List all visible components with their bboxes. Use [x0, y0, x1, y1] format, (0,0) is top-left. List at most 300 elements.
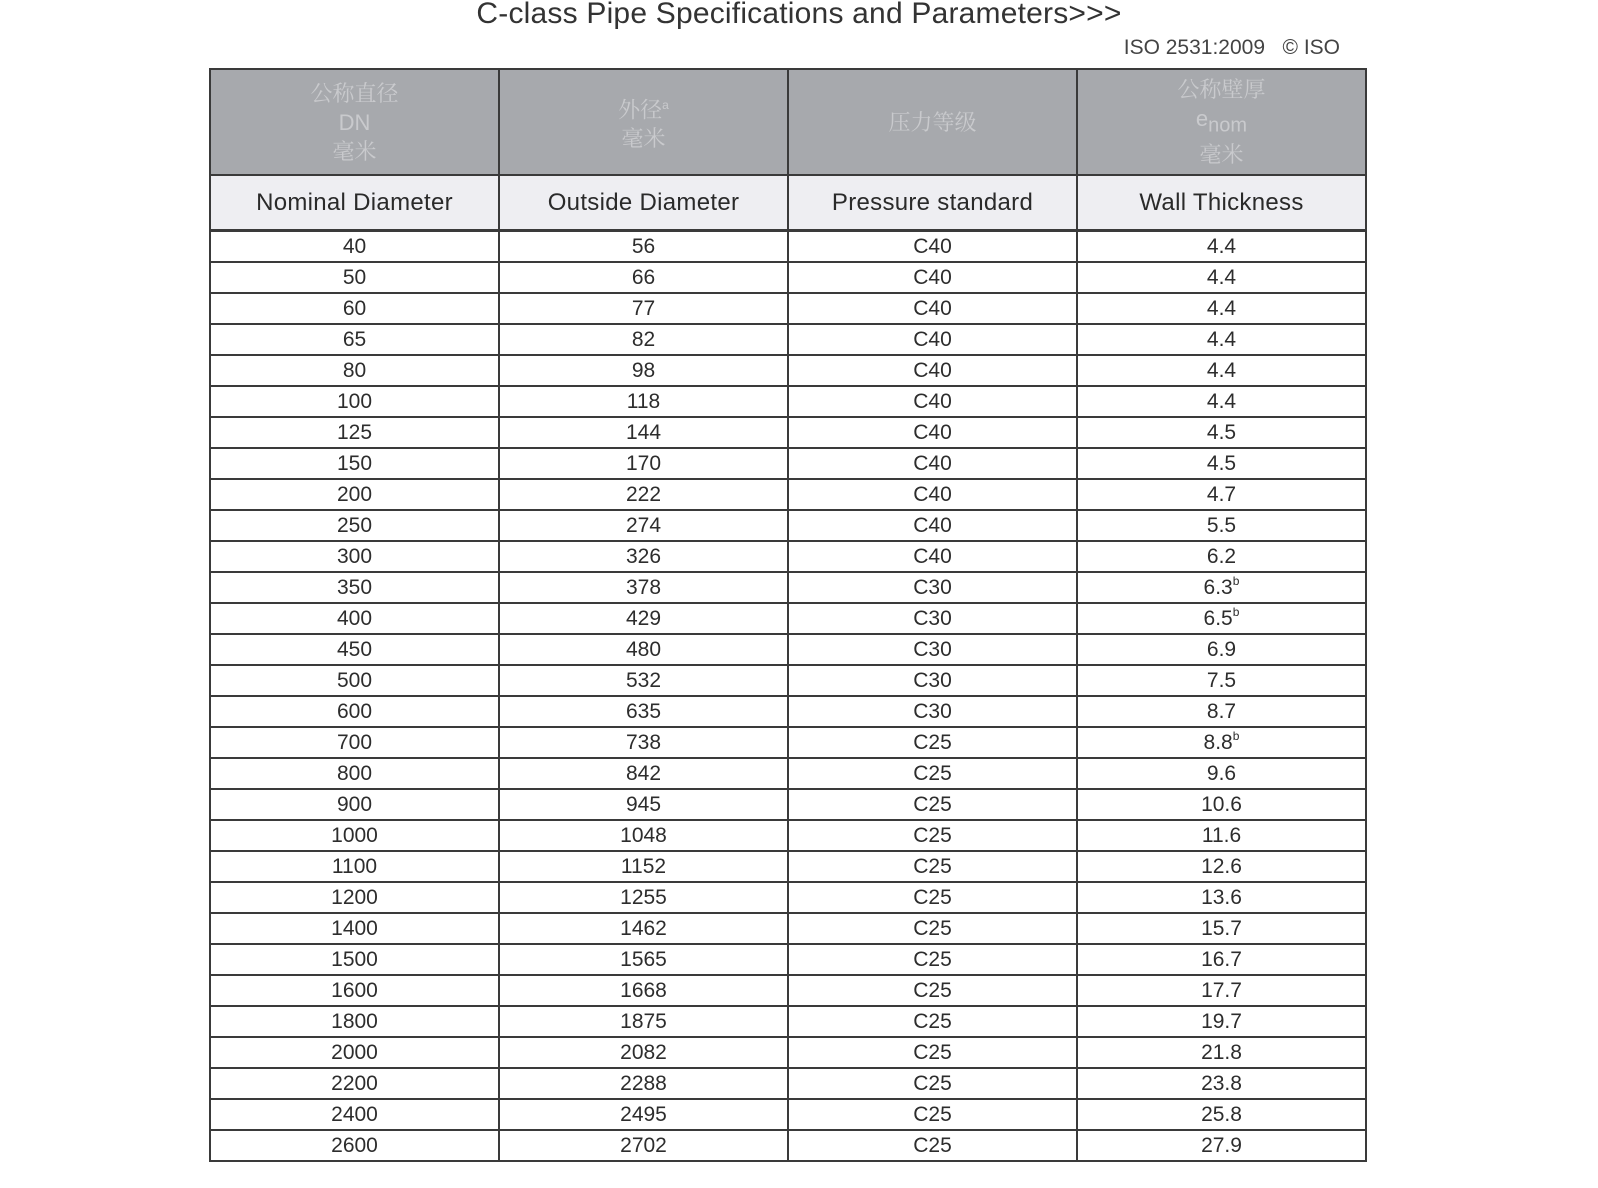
cn-header-symbol — [1078, 104, 1365, 140]
cell-pressure-standard — [788, 448, 1077, 479]
cell-value: 5.5 — [1206, 514, 1237, 537]
table-row — [210, 1037, 1366, 1068]
cell-nominal-diameter — [210, 634, 499, 665]
cell-value: 23.8 — [1201, 1072, 1242, 1095]
cell-nominal-diameter — [210, 479, 499, 510]
cell-pressure-standard — [788, 727, 1077, 758]
cell-nominal-diameter — [210, 665, 499, 696]
cell-wall-thickness — [1077, 944, 1366, 975]
cell-nominal-diameter — [210, 727, 499, 758]
cell-wall-thickness — [1077, 1099, 1366, 1130]
cell-value: 9.6 — [1206, 762, 1237, 785]
cell-nominal-diameter — [210, 851, 499, 882]
cell-value: 144 — [625, 421, 662, 444]
cell-value: 11.6 — [1201, 824, 1242, 847]
cell-pressure-standard — [788, 1068, 1077, 1099]
cell-value: C25 — [913, 948, 952, 971]
cell-wall-thickness — [1077, 417, 1366, 448]
cn-header-outside-diameter — [499, 69, 788, 175]
cell-wall-thickness — [1077, 634, 1366, 665]
cell-nominal-diameter — [210, 541, 499, 572]
cell-value: 12.6 — [1201, 855, 1242, 878]
table-row — [210, 262, 1366, 293]
cell-value: C40 — [913, 359, 952, 382]
cn-header-text: 毫米 — [332, 138, 377, 164]
cell-value: 1462 — [620, 917, 667, 940]
cn-header-wall-thickness — [1077, 69, 1366, 175]
cell-value: 200 — [336, 483, 373, 506]
cell-value: 2082 — [620, 1041, 667, 1064]
cell-outside-diameter — [499, 913, 788, 944]
cell-value: 500 — [336, 669, 373, 692]
cell-nominal-diameter — [210, 417, 499, 448]
cell-value: 274 — [625, 514, 662, 537]
cell-wall-thickness — [1077, 386, 1366, 417]
cell-value: 1100 — [331, 855, 378, 878]
cell-nominal-diameter — [210, 293, 499, 324]
cell-outside-diameter — [499, 665, 788, 696]
cn-header-text: 毫米 — [621, 126, 666, 152]
cell-value: 1565 — [620, 948, 667, 971]
cell-wall-thickness — [1077, 696, 1366, 727]
table-row — [210, 417, 1366, 448]
table-row — [210, 386, 1366, 417]
cell-value: 250 — [336, 514, 373, 537]
cell-value: 4.4 — [1206, 359, 1237, 382]
cell-value: C40 — [913, 297, 952, 320]
cell-value: C40 — [913, 421, 952, 444]
cell-pressure-standard — [788, 355, 1077, 386]
cell-wall-thickness — [1077, 603, 1366, 634]
cell-value: C25 — [913, 762, 952, 785]
table-body — [210, 231, 1366, 1162]
cell-nominal-diameter — [210, 603, 499, 634]
cell-value: 40 — [342, 235, 367, 258]
cell-outside-diameter — [499, 820, 788, 851]
footnote-marker: b — [1232, 729, 1240, 743]
cell-wall-thickness — [1077, 231, 1366, 263]
cell-nominal-diameter — [210, 448, 499, 479]
table-row — [210, 510, 1366, 541]
cell-nominal-diameter — [210, 262, 499, 293]
cell-nominal-diameter — [210, 1068, 499, 1099]
cell-outside-diameter — [499, 231, 788, 263]
cn-header-text: 压力等级 — [888, 109, 977, 135]
cell-outside-diameter — [499, 1006, 788, 1037]
cell-pressure-standard — [788, 417, 1077, 448]
cell-value: C30 — [913, 607, 952, 630]
table-row — [210, 324, 1366, 355]
cell-value: C40 — [913, 328, 952, 351]
cell-pressure-standard — [788, 758, 1077, 789]
table-row — [210, 355, 1366, 386]
cell-nominal-diameter — [210, 975, 499, 1006]
cell-value: 65 — [342, 328, 367, 351]
cell-outside-diameter — [499, 882, 788, 913]
footnote-marker: b — [1232, 605, 1240, 619]
cell-pressure-standard — [788, 479, 1077, 510]
cell-nominal-diameter — [210, 758, 499, 789]
cell-nominal-diameter — [210, 1037, 499, 1068]
cell-value: 7.5 — [1206, 669, 1237, 692]
cell-value: C30 — [913, 638, 952, 661]
table-row — [210, 851, 1366, 882]
cn-header-text-with-note — [500, 91, 787, 124]
cell-value: 56 — [631, 235, 656, 258]
cell-value: 4.4 — [1206, 328, 1237, 351]
cell-value: C30 — [913, 576, 952, 599]
cell-wall-thickness — [1077, 727, 1366, 758]
cell-value: 1255 — [620, 886, 667, 909]
table-row — [210, 572, 1366, 603]
cell-pressure-standard — [788, 324, 1077, 355]
cell-value: 6.5 — [1203, 607, 1233, 630]
cell-wall-thickness — [1077, 758, 1366, 789]
table-row — [210, 758, 1366, 789]
table-row — [210, 944, 1366, 975]
cell-outside-diameter — [499, 324, 788, 355]
cell-value: 82 — [631, 328, 656, 351]
cell-nominal-diameter — [210, 510, 499, 541]
cell-nominal-diameter — [210, 386, 499, 417]
cell-outside-diameter — [499, 417, 788, 448]
cell-nominal-diameter — [210, 231, 499, 263]
cell-value: C40 — [913, 235, 952, 258]
cell-pressure-standard — [788, 1037, 1077, 1068]
cell-value: 945 — [625, 793, 662, 816]
cell-value: 800 — [336, 762, 373, 785]
cell-value: 1200 — [331, 886, 378, 909]
cn-header-text: DN — [338, 109, 371, 135]
cell-value: 1600 — [331, 979, 378, 1002]
cell-pressure-standard — [788, 634, 1077, 665]
cell-value: 8.8 — [1203, 731, 1233, 754]
cell-value: 98 — [631, 359, 656, 382]
cell-pressure-standard — [788, 882, 1077, 913]
cell-value: C30 — [913, 700, 952, 723]
cell-wall-thickness — [1077, 1037, 1366, 1068]
cell-wall-thickness — [1077, 789, 1366, 820]
cell-value: C40 — [913, 483, 952, 506]
cell-value: 1800 — [331, 1010, 378, 1033]
cell-wall-thickness — [1077, 913, 1366, 944]
cell-value: 60 — [342, 297, 367, 320]
cell-value: 900 — [336, 793, 373, 816]
cell-outside-diameter — [499, 727, 788, 758]
cell-value: 13.6 — [1201, 886, 1242, 909]
cell-value: 15.7 — [1201, 917, 1242, 940]
cell-value: 4.4 — [1206, 297, 1237, 320]
symbol-subscript: nom — [1208, 114, 1248, 137]
cell-value: 50 — [342, 266, 367, 289]
table-row — [210, 293, 1366, 324]
cell-value: C25 — [913, 731, 952, 754]
cell-value: C25 — [913, 1103, 952, 1126]
cell-outside-diameter — [499, 293, 788, 324]
table-row — [210, 696, 1366, 727]
cell-outside-diameter — [499, 944, 788, 975]
cell-value: 480 — [625, 638, 662, 661]
cell-value: 600 — [336, 700, 373, 723]
cell-pressure-standard — [788, 293, 1077, 324]
table-row — [210, 541, 1366, 572]
header-pressure-standard: Pressure standard — [788, 175, 1077, 231]
cell-value: 150 — [336, 452, 373, 475]
cell-outside-diameter — [499, 262, 788, 293]
cell-value: 27.9 — [1201, 1134, 1242, 1157]
cell-outside-diameter — [499, 975, 788, 1006]
cell-value: 8.7 — [1206, 700, 1237, 723]
cell-wall-thickness — [1077, 510, 1366, 541]
cell-outside-diameter — [499, 1099, 788, 1130]
cell-value: 2495 — [620, 1103, 667, 1126]
cell-pressure-standard — [788, 665, 1077, 696]
cell-wall-thickness — [1077, 665, 1366, 696]
page-title: C-class Pipe Specifications and Parameters>>> — [476, 0, 1122, 30]
cell-value: 700 — [336, 731, 373, 754]
cell-nominal-diameter — [210, 324, 499, 355]
cell-value: 2288 — [620, 1072, 667, 1095]
cell-value: C30 — [913, 669, 952, 692]
cell-wall-thickness — [1077, 448, 1366, 479]
header-outside-diameter: Outside Diameter — [499, 175, 788, 231]
cell-value: 125 — [336, 421, 373, 444]
table-row — [210, 603, 1366, 634]
cell-wall-thickness — [1077, 355, 1366, 386]
cell-value: 4.4 — [1206, 266, 1237, 289]
cell-nominal-diameter — [210, 944, 499, 975]
cell-wall-thickness — [1077, 541, 1366, 572]
cell-pressure-standard — [788, 696, 1077, 727]
table-row — [210, 479, 1366, 510]
cell-value: C25 — [913, 1134, 952, 1157]
cell-value: 2000 — [331, 1041, 378, 1064]
table-row — [210, 913, 1366, 944]
table-row — [210, 1130, 1366, 1161]
cell-value: 300 — [336, 545, 373, 568]
cell-nominal-diameter — [210, 882, 499, 913]
cell-pressure-standard — [788, 510, 1077, 541]
cell-value: 6.2 — [1206, 545, 1237, 568]
cell-value: 66 — [631, 266, 656, 289]
cell-wall-thickness — [1077, 1130, 1366, 1161]
cell-pressure-standard — [788, 572, 1077, 603]
cell-value: 2400 — [331, 1103, 378, 1126]
cell-value: 170 — [625, 452, 662, 475]
table-row — [210, 665, 1366, 696]
table-row — [210, 1006, 1366, 1037]
cell-pressure-standard — [788, 386, 1077, 417]
cell-nominal-diameter — [210, 820, 499, 851]
cn-header-text: 毫米 — [1199, 142, 1244, 168]
cell-value: 1500 — [331, 948, 378, 971]
cell-outside-diameter — [499, 479, 788, 510]
cell-value: C25 — [913, 1072, 952, 1095]
cell-value: 2702 — [620, 1134, 667, 1157]
cell-pressure-standard — [788, 1006, 1077, 1037]
header-wall-thickness: Wall Thickness — [1077, 175, 1366, 231]
cell-outside-diameter — [499, 603, 788, 634]
cell-value: C40 — [913, 266, 952, 289]
cell-pressure-standard — [788, 1099, 1077, 1130]
cell-value: 326 — [625, 545, 662, 568]
cn-header-text: 外径 — [618, 97, 663, 123]
table-row — [210, 727, 1366, 758]
cell-value: C40 — [913, 545, 952, 568]
cell-value: C25 — [913, 793, 952, 816]
cell-wall-thickness — [1077, 882, 1366, 913]
header-nominal-diameter: Nominal Diameter — [210, 175, 499, 231]
cell-pressure-standard — [788, 262, 1077, 293]
cell-outside-diameter — [499, 696, 788, 727]
cell-value: 450 — [336, 638, 373, 661]
cell-outside-diameter — [499, 572, 788, 603]
cell-outside-diameter — [499, 1130, 788, 1161]
cell-outside-diameter — [499, 541, 788, 572]
table-row — [210, 820, 1366, 851]
cell-value: 842 — [625, 762, 662, 785]
cell-value: 4.5 — [1206, 452, 1237, 475]
cell-pressure-standard — [788, 820, 1077, 851]
cell-pressure-standard — [788, 789, 1077, 820]
footnote-marker: b — [1232, 574, 1240, 588]
cell-value: 1152 — [620, 855, 667, 878]
cell-outside-diameter — [499, 386, 788, 417]
cell-value: C40 — [913, 514, 952, 537]
cell-value: C25 — [913, 1041, 952, 1064]
cell-wall-thickness — [1077, 572, 1366, 603]
cell-value: 1000 — [331, 824, 378, 847]
cell-value: 1400 — [331, 917, 378, 940]
cell-value: 1048 — [620, 824, 667, 847]
cell-value: 222 — [625, 483, 662, 506]
cell-outside-diameter — [499, 851, 788, 882]
cn-header-text: 公称壁厚 — [1177, 76, 1266, 102]
cell-value: 400 — [336, 607, 373, 630]
cell-value: 6.9 — [1206, 638, 1237, 661]
cell-nominal-diameter — [210, 913, 499, 944]
cell-nominal-diameter — [210, 1099, 499, 1130]
cell-pressure-standard — [788, 975, 1077, 1006]
cell-value: 429 — [625, 607, 662, 630]
cell-value: 16.7 — [1201, 948, 1242, 971]
table-row — [210, 634, 1366, 665]
cell-value: 532 — [625, 669, 662, 692]
english-header-row — [210, 175, 1366, 231]
cell-wall-thickness — [1077, 479, 1366, 510]
cell-value: 118 — [626, 390, 661, 413]
pipe-spec-table — [209, 68, 1367, 1162]
table-row — [210, 882, 1366, 913]
table-row — [210, 789, 1366, 820]
cell-wall-thickness — [1077, 820, 1366, 851]
table-row — [210, 448, 1366, 479]
cell-outside-diameter — [499, 758, 788, 789]
table-row — [210, 231, 1366, 263]
cell-value: 100 — [336, 390, 373, 413]
cell-value: 25.8 — [1201, 1103, 1242, 1126]
cell-wall-thickness — [1077, 262, 1366, 293]
cell-value: 4.7 — [1206, 483, 1237, 506]
cell-value: C25 — [913, 979, 952, 1002]
cell-nominal-diameter — [210, 355, 499, 386]
cell-pressure-standard — [788, 944, 1077, 975]
cell-value: C25 — [913, 886, 952, 909]
cell-pressure-standard — [788, 913, 1077, 944]
cell-value: C40 — [913, 390, 952, 413]
cell-outside-diameter — [499, 448, 788, 479]
cell-outside-diameter — [499, 789, 788, 820]
cell-outside-diameter — [499, 1068, 788, 1099]
cell-value: 77 — [631, 297, 656, 320]
cell-nominal-diameter — [210, 572, 499, 603]
cell-value: C25 — [913, 824, 952, 847]
cn-header-pressure-standard — [788, 69, 1077, 175]
cell-nominal-diameter — [210, 696, 499, 727]
cn-header-text: 公称直径 — [310, 80, 399, 106]
cell-value: 1875 — [620, 1010, 667, 1033]
copyright-notice: ISO 2531:2009 © ISO — [1123, 36, 1340, 59]
cell-value: 4.5 — [1206, 421, 1237, 444]
cell-value: 19.7 — [1201, 1010, 1242, 1033]
cell-pressure-standard — [788, 603, 1077, 634]
cell-outside-diameter — [499, 355, 788, 386]
cell-nominal-diameter — [210, 1006, 499, 1037]
symbol-e: e — [1195, 105, 1209, 131]
cell-value: 80 — [342, 359, 367, 382]
cell-value: C25 — [913, 917, 952, 940]
cell-wall-thickness — [1077, 851, 1366, 882]
cell-value: 378 — [625, 576, 662, 599]
cell-value: 10.6 — [1201, 793, 1242, 816]
cell-value: 2200 — [331, 1072, 378, 1095]
cell-value: 4.4 — [1206, 390, 1237, 413]
cell-value: 6.3 — [1203, 576, 1233, 599]
cell-pressure-standard — [788, 541, 1077, 572]
cell-value: 4.4 — [1206, 235, 1237, 258]
cell-pressure-standard — [788, 1130, 1077, 1161]
cell-wall-thickness — [1077, 1006, 1366, 1037]
cell-wall-thickness — [1077, 293, 1366, 324]
cell-wall-thickness — [1077, 975, 1366, 1006]
table-row — [210, 1068, 1366, 1099]
cell-wall-thickness — [1077, 324, 1366, 355]
cell-value: C40 — [913, 452, 952, 475]
cell-value: C25 — [913, 1010, 952, 1033]
cell-value: 2600 — [331, 1134, 378, 1157]
cell-nominal-diameter — [210, 1130, 499, 1161]
table-row — [210, 975, 1366, 1006]
cell-outside-diameter — [499, 510, 788, 541]
cell-pressure-standard — [788, 231, 1077, 263]
cell-value: 350 — [336, 576, 373, 599]
cell-outside-diameter — [499, 634, 788, 665]
cell-value: 21.8 — [1201, 1041, 1242, 1064]
cell-nominal-diameter — [210, 789, 499, 820]
cell-pressure-standard — [788, 851, 1077, 882]
cell-value: 1668 — [620, 979, 667, 1002]
cell-value: C25 — [913, 855, 952, 878]
footnote-marker: a — [662, 97, 669, 112]
cell-value: 738 — [625, 731, 662, 754]
cell-wall-thickness — [1077, 1068, 1366, 1099]
cell-outside-diameter — [499, 1037, 788, 1068]
cell-value: 17.7 — [1201, 979, 1242, 1002]
cell-value: 635 — [625, 700, 662, 723]
table-row — [210, 1099, 1366, 1130]
chinese-header-row — [210, 69, 1366, 175]
cn-header-nominal-diameter — [210, 69, 499, 175]
